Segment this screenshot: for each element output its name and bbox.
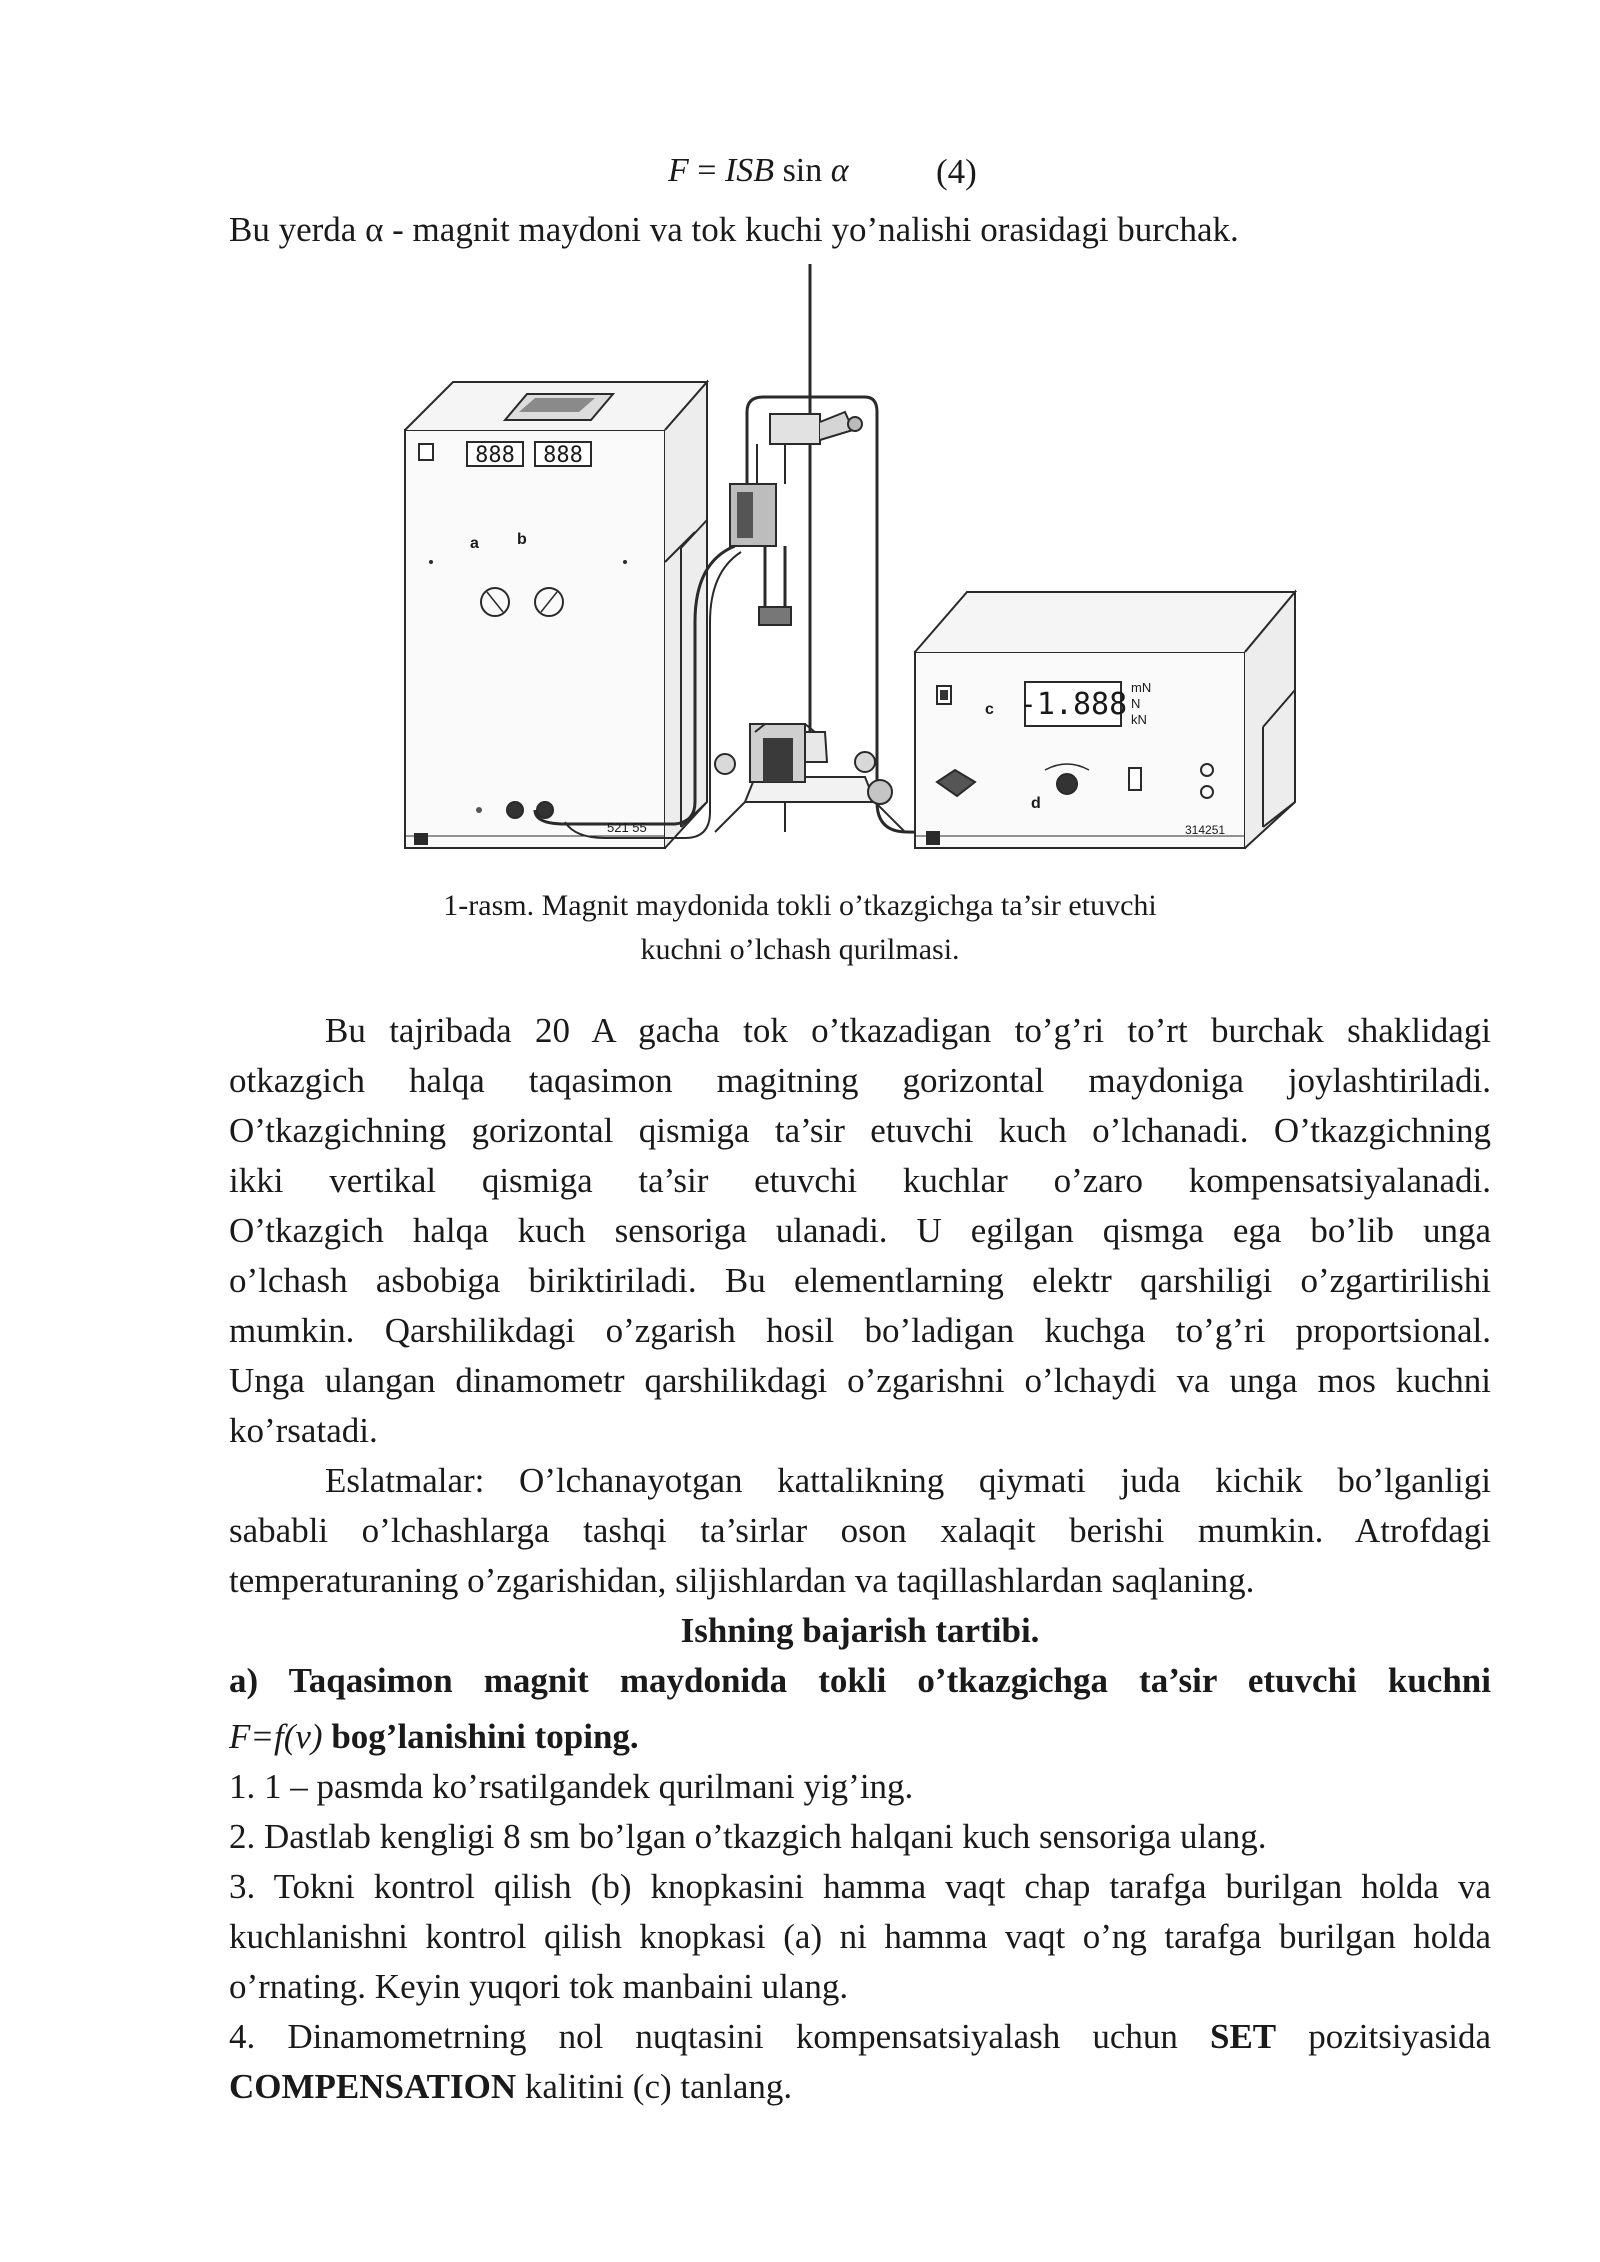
meter-display: -1.888	[1018, 687, 1128, 722]
step-4-text: 4. Dinamometrning nol nuqtasini kompensatsiyalash uchun	[229, 2017, 1210, 2056]
paragraph-1-line: Unga ulangan dinamometr qarshilikdagi o’zgarishni o’lchaydi va unga mos kuchni	[229, 1361, 1491, 1400]
step-3-line: kuchlanishni kontrol qilish knopkasi (a) ni hamma vaqt o’ng tarafga burilgan holda	[229, 1917, 1491, 1956]
meter-model-number: 314251	[1185, 823, 1226, 837]
step-4-text: kalitini (c) tanlang.	[516, 2067, 793, 2106]
step-1: 1. 1 – pasmda ko’rsatilgandek qurilmani yig’ing.	[229, 1767, 914, 1806]
ps-model-number: 521 55	[607, 820, 647, 835]
subheading-text: bog’lanishini toping.	[322, 1717, 639, 1756]
paragraph-1-line: O’tkazgich halqa kuch sensoriga ulanadi. U egilgan qismga ega bo’lib unga	[229, 1211, 1491, 1250]
inline-formula: F=f(v)	[229, 1717, 323, 1756]
step-3-line: o’rnating. Keyin yuqori tok manbaini ulang.	[229, 1967, 849, 2006]
equation-number: (4)	[936, 152, 977, 191]
formula-alpha: α	[830, 152, 849, 189]
paragraph-1-line: O’tkazgichning gorizontal qismiga ta’sir etuvchi kuch o’lchanadi. O’tkazgichning	[229, 1111, 1491, 1150]
figure-caption-line-1: 1-rasm. Magnit maydonida tokli o’tkazgichga ta’sir etuvchi	[443, 889, 1157, 922]
step-4-line-2	[229, 2062, 1491, 2112]
paragraph-1-line: Bu tajribada 20 A gacha tok o’tkazadigan to’g’ri to’rt burchak shaklidagi	[325, 1011, 1491, 1050]
label-c: c	[985, 701, 994, 718]
paragraph-2-line: temperaturaning o’zgarishidan, siljishlardan va taqillashlardan saqlaning.	[229, 1561, 1255, 1600]
formula-equals: =	[688, 152, 725, 189]
formula-lhs: F	[668, 152, 689, 189]
unit-kn: kN	[1131, 712, 1147, 727]
ps-display-2: 888	[543, 443, 583, 468]
step-4-text: pozitsiyasida	[1276, 2017, 1491, 2056]
step-3-line: 3. Tokni kontrol qilish (b) knopkasini hamma vaqt chap tarafga burilgan holda va	[229, 1867, 1491, 1906]
paragraph-1-line: o’lchash asbobiga biriktiriladi. Bu elementlarning elektr qarshiligi o’zgartirilishi	[229, 1261, 1491, 1300]
step-2: 2. Dastlab kengligi 8 sm bo’lgan o’tkazgich halqani kuch sensoriga ulang.	[229, 1817, 1267, 1856]
step-4-line-1	[229, 2012, 1491, 2062]
subheading-line-2	[229, 1712, 1491, 1762]
apparatus-figure	[395, 262, 1305, 854]
paragraph-1-line: ko’rsatadi.	[229, 1411, 378, 1450]
paragraph-1-line: ikki vertikal qismiga ta’sir etuvchi kuchlar o’zaro kompensatsiyalanadi.	[229, 1161, 1491, 1200]
paragraph-2-line: sababli o’lchashlarga tashqi ta’sirlar oson xalaqit berishi mumkin. Atrofdagi	[229, 1511, 1491, 1550]
formula-sin: sin	[774, 152, 831, 189]
formula-rhs: ISB	[724, 152, 775, 189]
figure-caption-line-2: kuchni o’lchash qurilmasi.	[640, 933, 960, 966]
subheading-line-1: a) Taqasimon magnit maydonida tokli o’tkazgichga ta’sir etuvchi kuchni	[229, 1661, 1491, 1700]
ps-display-1: 888	[475, 443, 515, 468]
paragraph-1-line: otkazgich halqa taqasimon magitning gorizontal maydoniga joylashtiriladi.	[229, 1061, 1491, 1100]
step-4-compensation-label: COMPENSATION	[229, 2067, 517, 2106]
label-d: d	[1031, 795, 1041, 812]
label-b: b	[517, 531, 527, 548]
paragraph-1-line: mumkin. Qarshilikdagi o’zgarish hosil bo’ladigan kuchga to’g’ri proportsional.	[229, 1311, 1491, 1350]
unit-n: N	[1131, 696, 1141, 711]
paragraph-2-line: Eslatmalar: O’lchanayotgan kattalikning qiymati juda kichik bo’lganligi	[325, 1461, 1491, 1500]
label-a: a	[470, 535, 479, 552]
section-heading: Ishning bajarish tartibi.	[680, 1611, 1040, 1650]
unit-mn: mN	[1131, 680, 1152, 695]
step-4-set-label: SET	[1209, 2017, 1277, 2056]
text-line: Bu yerda α - magnit maydoni va tok kuchi yo’nalishi orasidagi burchak.	[229, 210, 1239, 249]
equation-4	[0, 152, 1600, 204]
equation-formula	[668, 152, 849, 190]
